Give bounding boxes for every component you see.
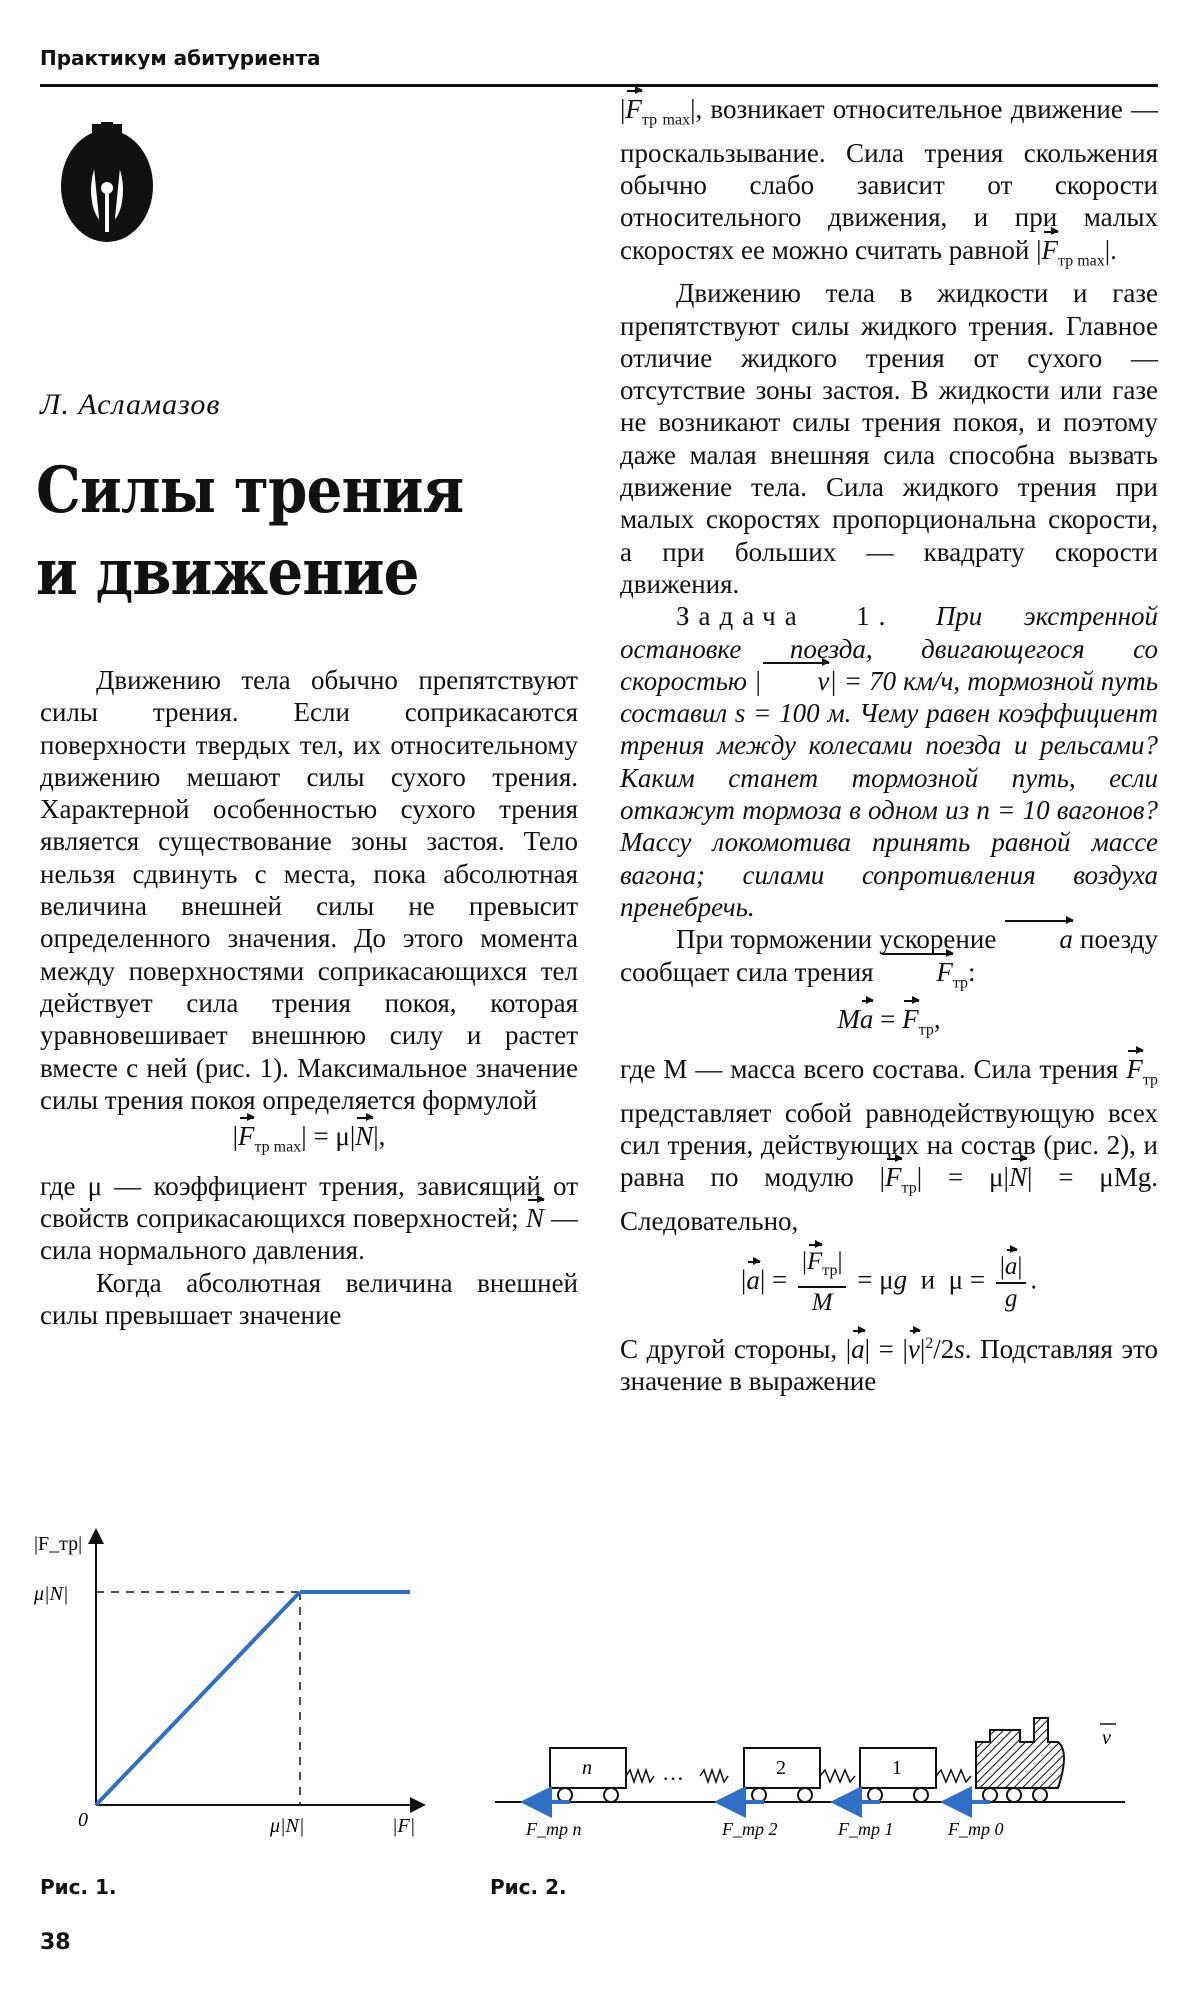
figure-1-graph [30,1520,450,1850]
x-axis-label: |F| [392,1815,416,1837]
spring [626,1770,654,1782]
article-title [36,450,463,614]
title-line-1: Силы трения [36,453,464,528]
spring [700,1770,728,1782]
friction-rising-line [96,1592,300,1805]
paragraph: $|F_{тр max}|$, возникает относительное движение — проскальзывание. Сила трения скольжения обычно слабо зависит от скорости относительного движения, и при малых скоростях ее можно считать равной $|F_{тр max}|$. [620,94,1158,269]
paragraph: Движению тела обычно препятствуют силы трения. Если соприкасаются поверхности твердых тел, их относительному движению мешают силы сухого трения. Характерной особенностью сухого трения является существование зоны застоя. Тело нельзя сдвинуть с места, пока абсолютная величина внешней силы не превысит определенного значения. До этого момента между поверхностями соприкасающихся тел действует сила трения покоя, которая уравновешивает внешнюю силу и растет вместе с ней (рис. 1). Максимальное значение силы трения покоя определяется формулой [40,665,578,1115]
paragraph: где μ — коэффициент трения, зависящий от свойств соприкасающихся поверхностей; N — сила нормального давления. [40,1170,578,1266]
locomotive [976,1718,1064,1802]
ellipsis: … [662,1760,684,1785]
origin-label: 0 [78,1809,88,1831]
task-1: Задача 1. При экстренной остановке поезда, двигающегося со скоростью | v| = 70 км/ч, тормозной путь составил s = 100 м. Чему равен коэффициент трения между колесами поезда и рельсами? Каким станет тормозной путь, если откажут тормоза в одном из n = 10 вагонов? Массу локомотива принять равной массе вагона; силами сопротивления воздуха пренебречь. [620,601,1158,922]
car-n [550,1748,626,1802]
velocity-label: v [1102,1727,1111,1749]
equation-acceleration: |a| = $\frac{|F_{тр}|}{M}$ = μg и μ = $\frac{|a|}{g}$ . [740,1248,1038,1317]
author-name: Л. Асламазов [40,388,221,421]
force-label-1: F_тр 1 [838,1819,894,1839]
pen-nib-logo [52,118,162,253]
title-line-2: и движение [36,535,419,610]
paragraph: Когда абсолютная величина внешней силы превышает значение [40,1267,578,1331]
force-label-n: F_тр n [526,1819,582,1839]
spring [936,1770,971,1782]
figure-1-caption: Рис. 1. [40,1875,117,1899]
spring [820,1770,855,1782]
equation-friction-max: $|F_{тр max}| = \mu|N|$, [232,1121,386,1156]
figure-2-train [490,1700,1170,1850]
figure-2-caption: Рис. 2. [490,1875,567,1899]
right-column [620,93,1158,1398]
car-2 [744,1748,820,1802]
car-n-label: n [582,1757,592,1779]
equation-newton: $Ma = F_{тр}$, [837,1004,941,1039]
force-label-2: F_тр 2 [722,1819,778,1839]
y-tick-label: μ|N| [34,1583,69,1605]
header-rule [40,84,1158,87]
paragraph: Движению тела в жидкости и газе препятствуют силы жидкого трения. Главное отличие жидкого трения от сухого — отсутствие зоны застоя. В жидкости или газе не возникают силы трения покоя, и поэтому даже малая внешняя сила способна вызвать движение тела. Сила жидкого трения при малых скоростях пропорциональна скорости, а при больших — квадрату скорости движения. [620,278,1158,599]
force-label-0: F_тр 0 [948,1819,1004,1839]
left-column [40,664,578,1331]
page-number: 38 [40,1930,71,1955]
paragraph: При торможении ускорение a поезду сообщает сила трения $F_{тр}$: [620,924,1159,991]
car-1-label: 1 [892,1757,902,1779]
y-axis-label: |F_тр| [34,1533,83,1555]
car-2-label: 2 [776,1757,786,1779]
paragraph: где M — масса всего состава. Сила трения $F_{тр}$ представляет собой равнодействующую всех сил трения, действующих на состав (рис. 2), и равна по модулю $|F_{тр}| = \mu|N| = \mu Mg$. Следовательно, [620,1053,1159,1236]
x-tick-label: μ|N| [270,1815,305,1837]
paragraph: С другой стороны, $|a| = |v|^2/2s$. Подставляя это значение в выражение [620,1334,1159,1397]
car-1 [860,1748,936,1802]
section-header: Практикум абитуриента [40,46,321,70]
